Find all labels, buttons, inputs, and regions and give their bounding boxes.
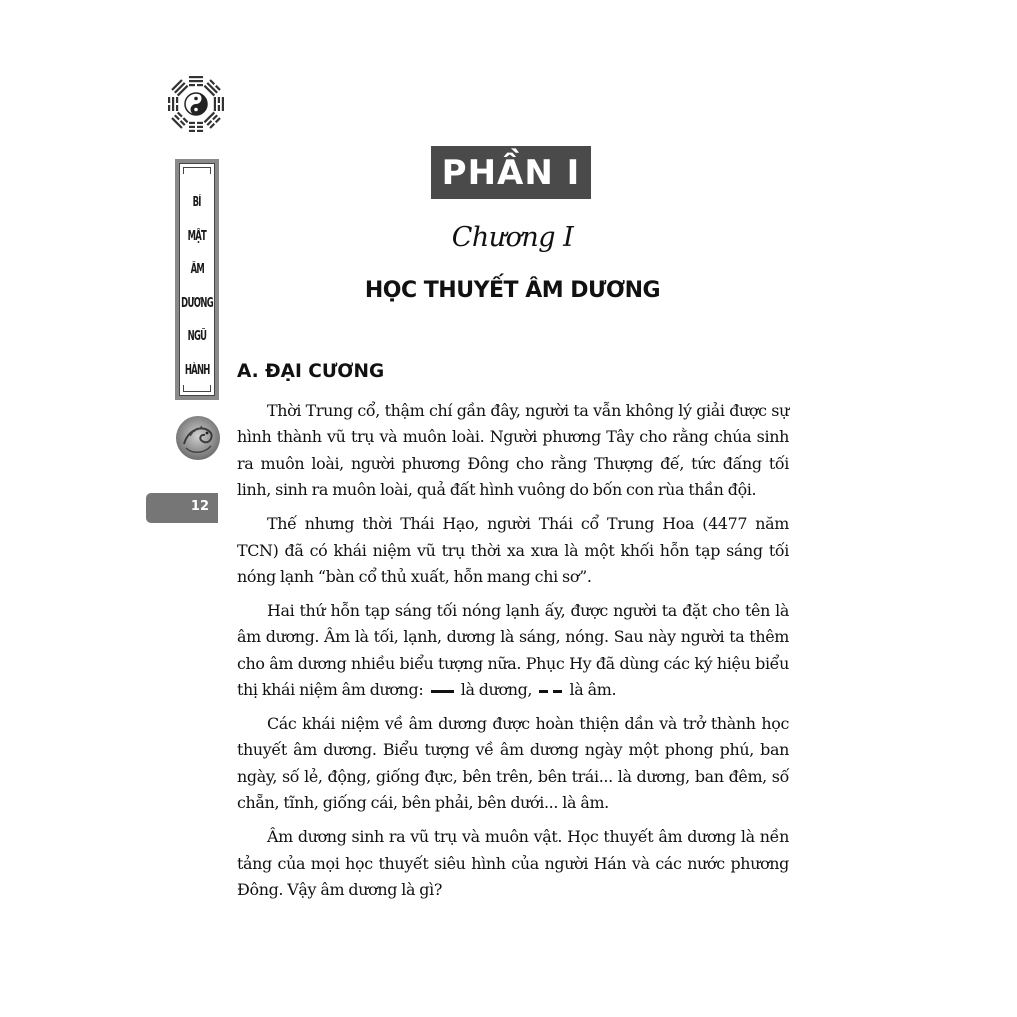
part-heading-box (431, 146, 591, 199)
sidebar-title-word: ÂM (190, 262, 204, 277)
yin-label: là âm. (569, 680, 617, 700)
paragraph: Âm dương sinh ra vũ trụ và muôn vật. Học thuyết âm dương là nền tảng của mọi học thuyết siêu hình của người Hán và các nước phương Đông. Vậy âm dương là gì? (237, 827, 789, 899)
paragraph: Thế nhưng thời Thái Hạo, người Thái cổ Trung Hoa (4477 năm TCN) đã có khái niệm vũ trụ thời xa xưa là một khối hỗn tạp sáng tối nóng lạnh “bàn cổ thủ xuất, hỗn mang chi sơ”. (237, 514, 789, 586)
paragraph: Các khái niệm về âm dương được hoàn thiện dần và trở thành học thuyết âm dương. Biểu tượng về âm dương ngày một phong phú, ban ngày, số lẻ, động, giống đực, bên trên, bên trái... là dương, ban đêm, số chẵn, tĩnh, giống cái, bên phải, bên dưới... là âm. (237, 713, 789, 813)
sidebar-title-word: BÍ (192, 195, 202, 210)
paragraph: Thời Trung cổ, thậm chí gần đây, người ta vẫn không lý giải được sự hình thành vũ trụ và muôn loài. Người phương Tây cho rằng chúa sinh ra muôn loài, người phương Đông cho rằng Thượng đế, tức đấng tối linh, sinh ra muôn loài, quả đất hình vuông do bốn con rùa thần đội. (237, 401, 789, 500)
chapter-label: Chương I (451, 222, 574, 253)
yang-line-icon (431, 690, 454, 693)
part-heading: PHẦN I (441, 152, 581, 193)
paragraph-symbols (237, 598, 789, 704)
sidebar-title-word: MẬT (187, 228, 207, 244)
yin-line-icon (539, 690, 562, 693)
page-number-tab (146, 493, 218, 523)
dragon-emblem-icon (174, 414, 222, 462)
paragraph-text: Hai thứ hỗn tạp sáng tối nóng lạnh ấy, được người ta đặt cho tên là âm dương. Âm là tối, lạnh, dương là sáng, nóng. Sau này người ta thêm cho âm dương nhiều biểu tượng nữa. Phục Hy đã dùng các ký hiệu biểu thị khái niệm âm dương: (237, 600, 789, 700)
section-heading: A. ĐẠI CƯƠNG (237, 361, 385, 382)
chapter-title: HỌC THUYẾT ÂM DƯƠNG (364, 278, 661, 303)
sidebar-title-word: NGŨ (187, 329, 207, 344)
body-text (237, 398, 789, 911)
yang-label: là dương, (460, 680, 533, 700)
bagua-yin-yang-icon (164, 72, 228, 136)
page-number: 12 (190, 499, 209, 514)
sidebar-title-word: DƯƠNG (181, 295, 213, 311)
sidebar-title-word: HÀNH (184, 362, 210, 378)
